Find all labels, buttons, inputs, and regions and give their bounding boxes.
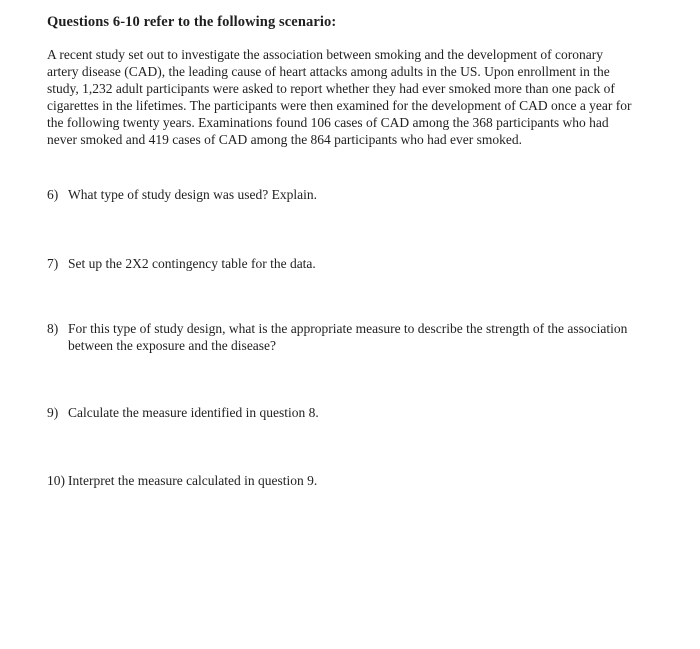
question-text: What type of study design was used? Explain. — [68, 187, 317, 202]
question-item-9 — [47, 404, 639, 421]
question-item-7 — [47, 255, 639, 272]
question-item-8 — [47, 320, 639, 354]
question-text: Calculate the measure identified in question 8. — [68, 405, 319, 420]
question-text: Interpret the measure calculated in question 9. — [68, 473, 318, 488]
question-number: 9) — [47, 405, 59, 420]
question-number: 8) — [47, 321, 59, 336]
question-number: 10) — [47, 473, 65, 488]
scenario-paragraph: A recent study set out to investigate the association between smoking and the development of coronary artery disease (CAD), the leading cause of heart attacks among adults in the US. Upon enrollment in the study, 1,232 adult participants were asked to report whether they had ever smoked more than one pack of cigarettes in the lifetimes. The participants were then examined for the development of CAD once a year for the following twenty years. Examinations found 106 cases of CAD among the 368 participants who had never smoked and 419 cases of CAD among the 864 participants who had ever smoked. — [47, 47, 632, 147]
question-item-10 — [47, 472, 639, 489]
question-text: For this type of study design, what is the appropriate measure to describe the strength of the association between the exposure and the disease? — [68, 321, 628, 353]
question-list — [47, 186, 660, 489]
question-text: Set up the 2X2 contingency table for the data. — [68, 256, 316, 271]
question-number: 7) — [47, 256, 59, 271]
question-number: 6) — [47, 187, 59, 202]
question-item-6 — [47, 186, 639, 203]
document-title: Questions 6-10 refer to the following scenario: — [47, 14, 337, 30]
